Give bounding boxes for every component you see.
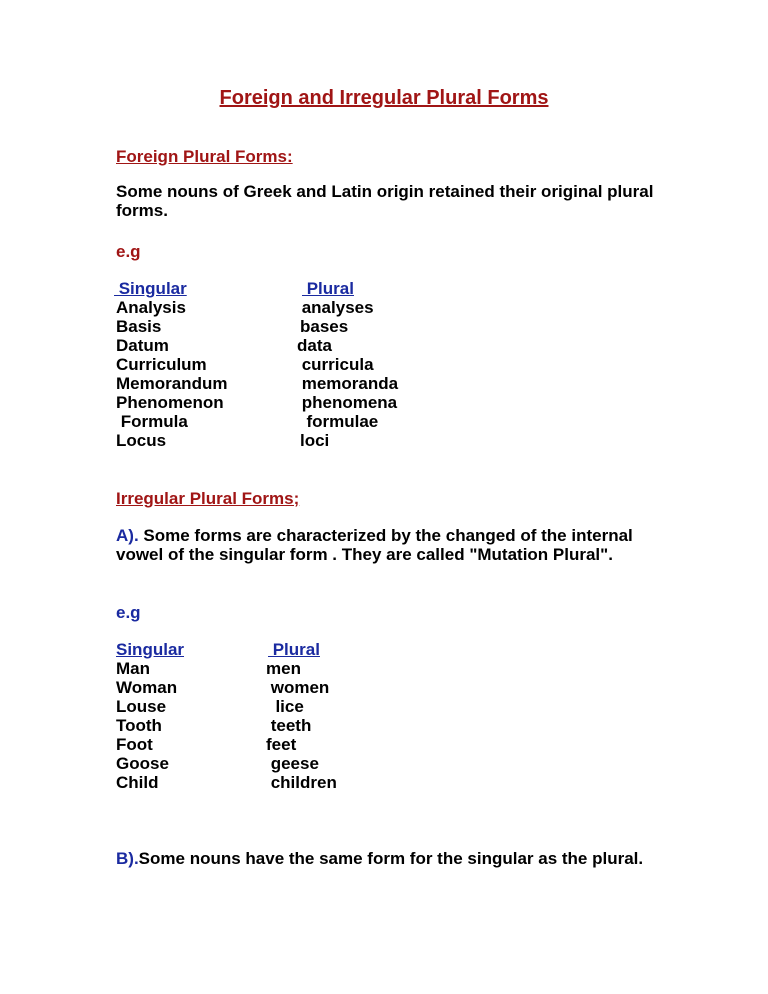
foreign-singular-list: [116, 298, 227, 450]
foreign-plural-list: [297, 298, 398, 450]
list-item: formulae: [297, 412, 379, 431]
list-item: Child: [116, 773, 159, 792]
foreign-plural-header: Plural: [302, 279, 354, 298]
foreign-singular-header: Singular: [114, 279, 187, 298]
list-item: analyses: [297, 298, 374, 317]
list-item: Memorandum: [116, 374, 228, 393]
list-item: Curriculum: [116, 355, 207, 374]
list-item: Datum: [116, 336, 169, 355]
list-item: memoranda: [297, 374, 399, 393]
list-item: Phenomenon: [116, 393, 224, 412]
list-item: lice: [266, 697, 304, 716]
list-item: Woman: [116, 678, 178, 697]
list-item: curricula: [297, 355, 374, 374]
list-item: Goose: [116, 754, 169, 773]
list-item: Formula: [116, 412, 188, 431]
list-item: Locus: [116, 431, 167, 450]
list-item: men: [266, 659, 301, 678]
list-item: geese: [266, 754, 319, 773]
list-item: Tooth: [116, 716, 162, 735]
list-item: data: [297, 336, 332, 355]
irregular-eg-label: e.g: [116, 603, 141, 622]
list-item: Man: [116, 659, 150, 678]
irregular-a-paragraph: [116, 526, 676, 564]
irregular-plural-header: Plural: [268, 640, 320, 659]
irregular-a-label: A).: [116, 526, 139, 545]
foreign-heading: Foreign Plural Forms:: [116, 147, 293, 166]
list-item: women: [266, 678, 330, 697]
list-item: loci: [300, 431, 330, 450]
irregular-a-text: Some forms are characterized by the changed of the internal vowel of the singular form . They are called "Mutation Plural".: [116, 526, 633, 564]
irregular-heading: Irregular Plural Forms;: [116, 489, 300, 508]
list-item: Foot: [116, 735, 153, 754]
list-item: Basis: [116, 317, 162, 336]
list-item: phenomena: [297, 393, 398, 412]
list-item: teeth: [266, 716, 312, 735]
irregular-singular-header: Singular: [116, 640, 185, 659]
list-item: bases: [300, 317, 349, 336]
list-item: feet: [266, 735, 297, 754]
foreign-intro: Some nouns of Greek and Latin origin retained their original plural forms.: [116, 182, 654, 220]
list-item: Louse: [116, 697, 167, 716]
page-title: Foreign and Irregular Plural Forms: [219, 87, 549, 109]
list-item: Analysis: [116, 298, 186, 317]
irregular-b-text: Some nouns have the same form for the singular as the plural.: [138, 849, 644, 868]
irregular-singular-list: [116, 659, 177, 792]
irregular-b-label: B).: [116, 849, 139, 868]
list-item: children: [266, 773, 337, 792]
irregular-b-paragraph: [116, 849, 676, 868]
irregular-plural-list: [266, 659, 337, 792]
foreign-eg-label: e.g: [116, 242, 141, 261]
